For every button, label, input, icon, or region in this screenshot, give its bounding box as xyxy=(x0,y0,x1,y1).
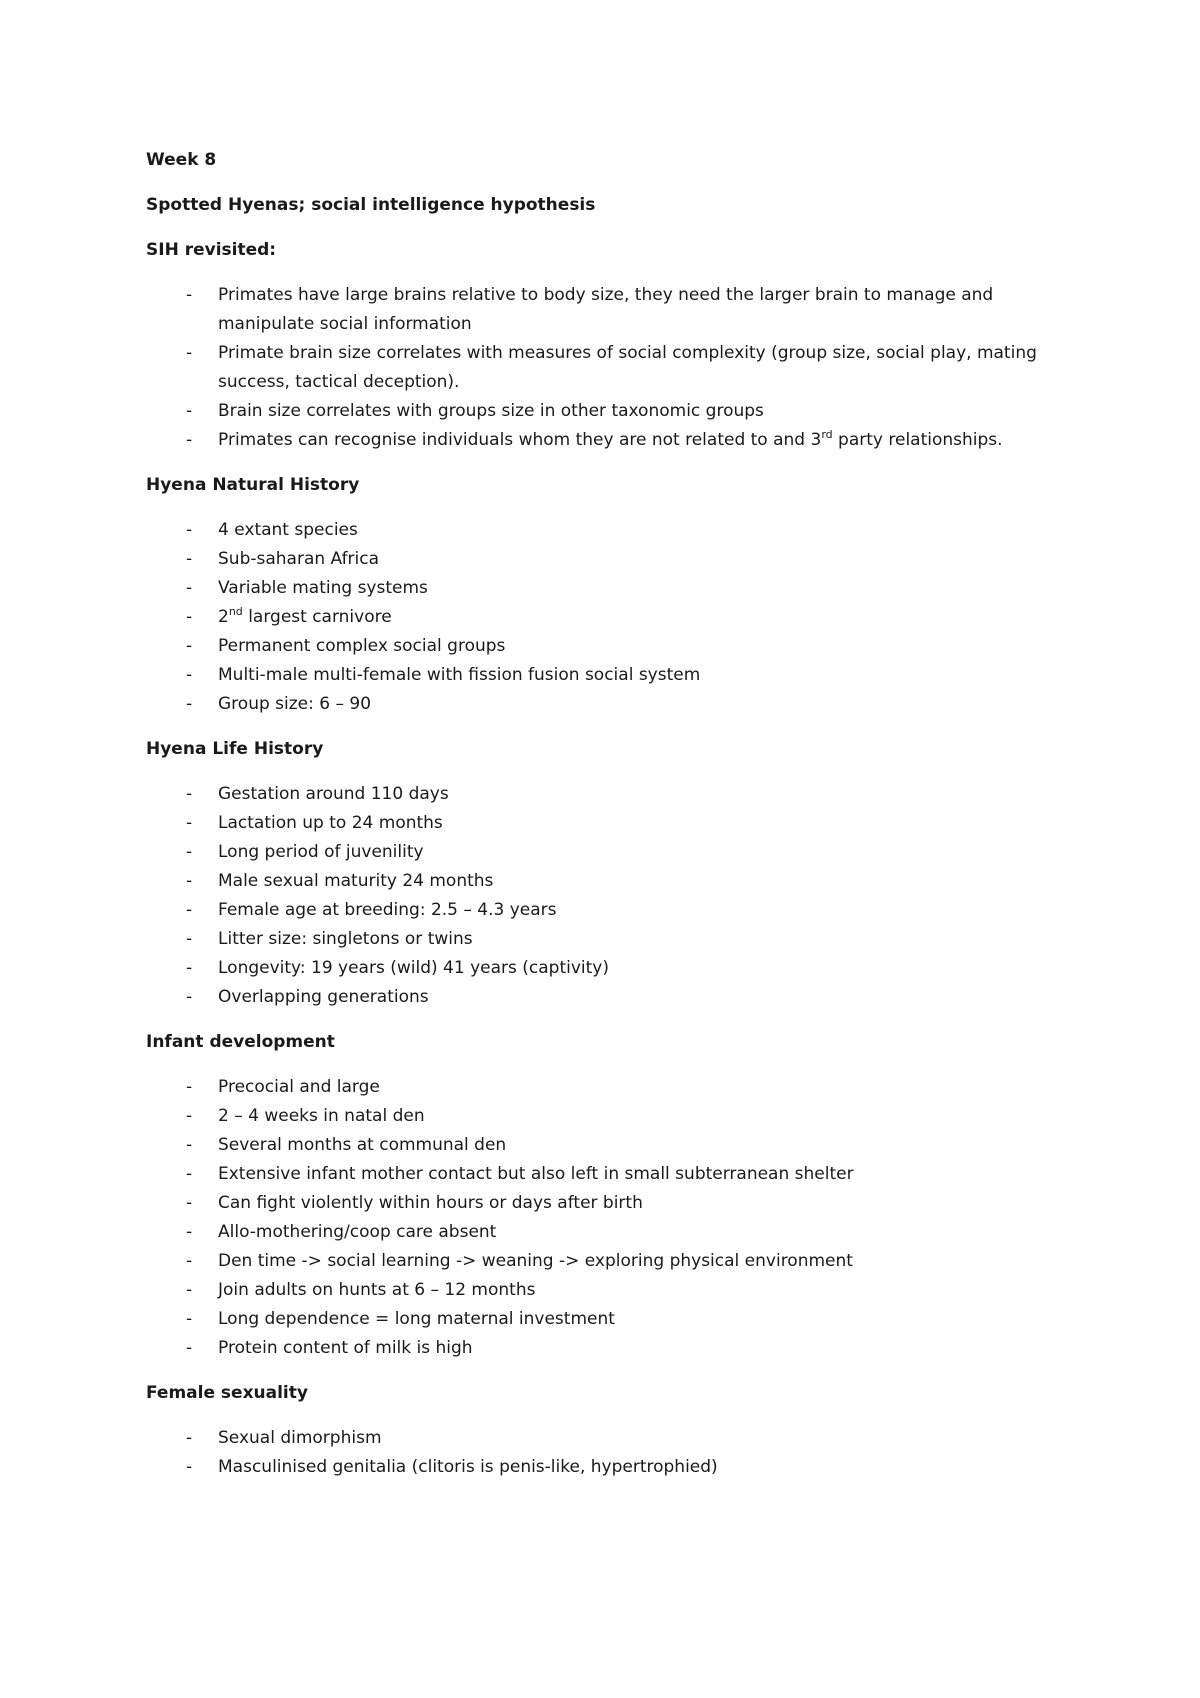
list-item: - Lactation up to 24 months xyxy=(146,809,1046,838)
list-item: - Den time -> social learning -> weaning -> exploring physical environment xyxy=(146,1247,1046,1276)
list-item: - Variable mating systems xyxy=(146,574,1046,603)
list-item: - Male sexual maturity 24 months xyxy=(146,867,1046,896)
list-item: - Primates have large brains relative to body size, they need the larger brain to manage and manipulate social information xyxy=(146,281,1046,339)
list-item xyxy=(146,603,1046,632)
list-item: - Long dependence = long maternal investment xyxy=(146,1305,1046,1334)
list-item: - Allo-mothering/coop care absent xyxy=(146,1218,1046,1247)
list-item: - Brain size correlates with groups size in other taxonomic groups xyxy=(146,397,1046,426)
list-item: - 4 extant species xyxy=(146,516,1046,545)
list-item xyxy=(146,426,1046,455)
section-heading-female-sexuality: Female sexuality xyxy=(146,1383,308,1403)
week-title: Week 8 xyxy=(146,150,217,170)
section-heading-infant-development: Infant development xyxy=(146,1032,335,1052)
list-item: - Precocial and large xyxy=(146,1073,1046,1102)
list-item-text: 2 xyxy=(218,607,229,627)
list-item: - Overlapping generations xyxy=(146,983,1046,1012)
list-item: - Masculinised genitalia (clitoris is penis-like, hypertrophied) xyxy=(146,1453,1046,1482)
ordinal-suffix: rd xyxy=(821,428,833,441)
ordinal-suffix: nd xyxy=(228,605,243,618)
list-item: - Long period of juvenility xyxy=(146,838,1046,867)
list-item: - 2 – 4 weeks in natal den xyxy=(146,1102,1046,1131)
document-page xyxy=(146,146,1046,1498)
list-item-text: Primates can recognise individuals whom they are not related to and 3 xyxy=(218,430,822,450)
list-item: - Several months at communal den xyxy=(146,1131,1046,1160)
list-item: - Multi-male multi-female with fission fusion social system xyxy=(146,661,1046,690)
list-item-text: party relationships. xyxy=(832,430,1003,450)
list-item: - Group size: 6 – 90 xyxy=(146,690,1046,719)
sih-list xyxy=(146,281,1046,455)
list-item: - Female age at breeding: 2.5 – 4.3 years xyxy=(146,896,1046,925)
life-history-list xyxy=(146,780,1046,1012)
list-item-text: largest carnivore xyxy=(242,607,392,627)
list-item: - Can fight violently within hours or days after birth xyxy=(146,1189,1046,1218)
section-heading-sih: SIH revisited: xyxy=(146,240,277,260)
female-sexuality-list xyxy=(146,1424,1046,1482)
list-item: - Longevity: 19 years (wild) 41 years (captivity) xyxy=(146,954,1046,983)
list-item: - Litter size: singletons or twins xyxy=(146,925,1046,954)
list-item: - Permanent complex social groups xyxy=(146,632,1046,661)
list-item: - Join adults on hunts at 6 – 12 months xyxy=(146,1276,1046,1305)
list-item: - Primate brain size correlates with measures of social complexity (group size, social play, mating success, tactical deception). xyxy=(146,339,1046,397)
list-item: - Sexual dimorphism xyxy=(146,1424,1046,1453)
list-item: - Sub-saharan Africa xyxy=(146,545,1046,574)
section-heading-life-history: Hyena Life History xyxy=(146,739,324,759)
list-item: - Extensive infant mother contact but also left in small subterranean shelter xyxy=(146,1160,1046,1189)
natural-history-list xyxy=(146,516,1046,719)
list-item: - Protein content of milk is high xyxy=(146,1334,1046,1363)
infant-development-list xyxy=(146,1073,1046,1363)
list-item: - Gestation around 110 days xyxy=(146,780,1046,809)
section-heading-natural-history: Hyena Natural History xyxy=(146,475,360,495)
topic-title: Spotted Hyenas; social intelligence hypothesis xyxy=(146,195,596,215)
